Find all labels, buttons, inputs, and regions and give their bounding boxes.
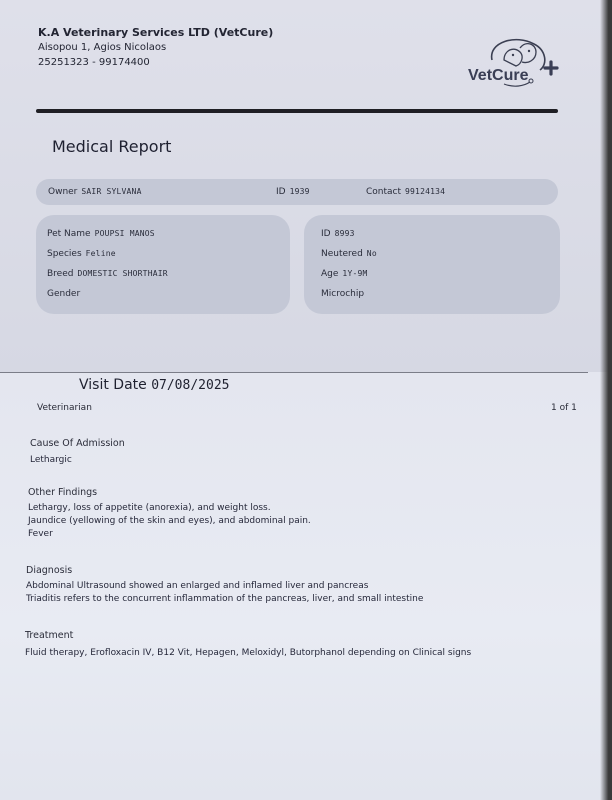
neutered-field bbox=[321, 249, 377, 259]
owner-id-label: ID bbox=[276, 187, 286, 197]
diagnosis-line: Triaditis refers to the concurrent inflammation of the pancreas, liver, and small intestine bbox=[26, 594, 424, 604]
pet-name-label: Pet Name bbox=[47, 229, 91, 239]
page-number: 1 of 1 bbox=[551, 403, 577, 413]
visit-divider bbox=[0, 372, 588, 373]
findings-body bbox=[28, 502, 311, 541]
microchip-label: Microchip bbox=[321, 289, 365, 299]
species-value: Feline bbox=[85, 249, 116, 258]
pet-id-field bbox=[321, 229, 355, 239]
contact-label: Contact bbox=[366, 187, 402, 197]
veterinarian-label: Veterinarian bbox=[37, 403, 92, 413]
breed-value: DOMESTIC SHORTHAIR bbox=[77, 269, 168, 278]
cause-line: Lethargic bbox=[30, 455, 72, 465]
diagnosis-body bbox=[26, 580, 423, 606]
cause-title: Cause Of Admission bbox=[30, 438, 125, 449]
visit-date bbox=[79, 377, 229, 393]
species-label: Species bbox=[47, 249, 82, 259]
age-value: 1Y-9M bbox=[342, 269, 368, 278]
gender-field bbox=[47, 289, 84, 299]
clinic-phone: 25251323 - 99174400 bbox=[38, 57, 150, 68]
contact-value: 99124134 bbox=[405, 187, 446, 196]
cause-body bbox=[30, 454, 72, 467]
owner-id-value: 1939 bbox=[289, 187, 310, 196]
species-field bbox=[47, 249, 116, 259]
clinic-address: Aisopou 1, Agios Nicolaos bbox=[38, 42, 167, 53]
neutered-value: No bbox=[366, 249, 377, 258]
findings-line: Fever bbox=[28, 529, 53, 539]
clinic-name: K.A Veterinary Services LTD (VetCure) bbox=[38, 26, 274, 39]
vetcure-logo-icon bbox=[464, 30, 564, 92]
header-divider bbox=[36, 109, 558, 113]
logo-text: VetCure bbox=[468, 67, 529, 84]
findings-line: Lethargy, loss of appetite (anorexia), and weight loss. bbox=[28, 503, 271, 513]
diagnosis-title: Diagnosis bbox=[26, 565, 73, 576]
microchip-field bbox=[321, 289, 368, 299]
visit-date-label: Visit Date bbox=[79, 377, 147, 393]
visit-date-value: 07/08/2025 bbox=[151, 378, 230, 393]
neutered-label: Neutered bbox=[321, 249, 363, 259]
treatment-title: Treatment bbox=[25, 630, 74, 641]
page-title: Medical Report bbox=[52, 137, 172, 156]
gender-label: Gender bbox=[47, 289, 81, 299]
owner-label: Owner bbox=[48, 187, 78, 197]
page-edge-shadow bbox=[600, 0, 612, 800]
findings-line: Jaundice (yellowing of the skin and eyes), and abdominal pain. bbox=[28, 516, 311, 526]
owner-id-field bbox=[276, 187, 310, 197]
diagnosis-line: Abdominal Ultrasound showed an enlarged and inflamed liver and pancreas bbox=[26, 581, 369, 591]
treatment-body bbox=[25, 647, 471, 660]
pet-id-label: ID bbox=[321, 229, 331, 239]
owner-field bbox=[48, 187, 142, 197]
pet-name-field bbox=[47, 229, 155, 239]
owner-contact-field bbox=[366, 187, 445, 197]
treatment-line: Fluid therapy, Erofloxacin IV, B12 Vit, Hepagen, Meloxidyl, Butorphanol depending on Clinical signs bbox=[25, 648, 472, 658]
age-field bbox=[321, 269, 368, 279]
age-label: Age bbox=[321, 269, 339, 279]
clinic-header bbox=[38, 25, 273, 70]
pet-id-value: 8993 bbox=[334, 229, 355, 238]
pet-name-value: POUPSI MANOS bbox=[94, 229, 155, 238]
findings-title: Other Findings bbox=[28, 487, 98, 498]
breed-label: Breed bbox=[47, 269, 74, 279]
breed-field bbox=[47, 269, 168, 279]
owner-value: SAIR SYLVANA bbox=[81, 187, 142, 196]
